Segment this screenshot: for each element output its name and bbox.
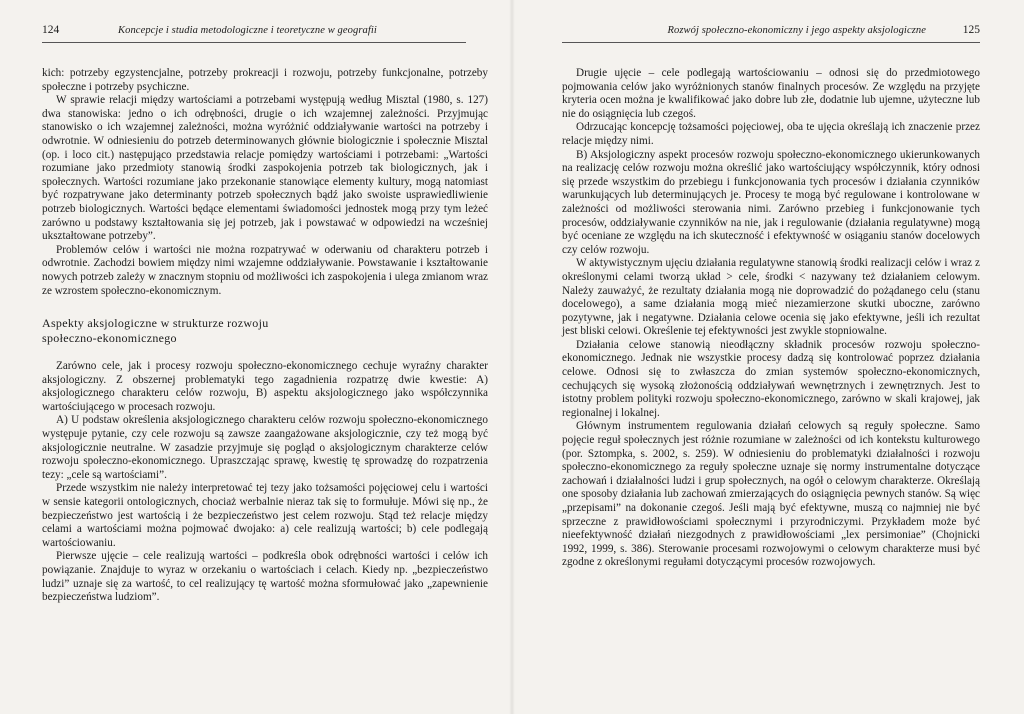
paragraph: A) U podstaw określenia aksjologicznego charakteru celów rozwoju społeczno-ekonomicznego występuje pytanie, czy cele rozwoju są zawsze zaangażowane aksjologicznie, czy też mogą być aksjologicznie neutralne. W zasadzie przyjmuje się pogląd o aksjologicznym charakterze celów rozwoju społeczno-ekonomicznego. Upraszczając sprawę, kwestię tę sprowadzę do rozpatrzenia tezy: „cele są wartościami”.: [42, 414, 488, 481]
left-running-head: [42, 20, 466, 43]
left-running-head-title: Koncepcje i studia metodologiczne i teoretyczne w geografii: [118, 25, 377, 36]
paragraph: Odrzucając koncepcję tożsamości pojęciowej, oba te ujęcia określają ich znaczenie przez relacje między nimi.: [562, 121, 980, 147]
right-running-head: [562, 20, 980, 43]
paragraph: Przede wszystkim nie należy interpretować tej tezy jako tożsamości pojęciowej celu i wartości w sensie kategorii ontologicznych, chociaż werbalnie nieraz tak się to formułuje. Mówi się np., że bezpieczeństwo jest wartością i że bezpieczeństwo jest celem rozwoju. Stąd też relacje między celami a wartościami można pojmować dwojako: a) cele realizują wartości; b) cele podlegają wartościowaniu.: [42, 482, 488, 549]
paragraph: Drugie ujęcie – cele podlegają wartościowaniu – odnosi się do przedmiotowego pojmowania celów jako wyróżnionych stanów finalnych procesów. Ze względu na przyjęte kryteria ocen można je kwalifikować jako dobre lub złe, dodatnie lub ujemne, użyteczne lub nie do osiągnięcia lub czegoś.: [562, 67, 980, 120]
right-page: [512, 0, 1024, 714]
paragraph: Zarówno cele, jak i procesy rozwoju społeczno-ekonomicznego cechuje wyraźny charakter aksjologiczny. Z obszernej problematyki tego zagadnienia rozpatrzę dwie kwestie: A) aksjologicznego charakteru celów rozwoju, B) aspektu aksjologicznego jako współczynnika wartościującego w procesach rozwoju.: [42, 360, 488, 413]
paragraph: B) Aksjologiczny aspekt procesów rozwoju społeczno-ekonomicznego ukierunkowanych na realizację celów rozwoju można określić jako wartościujący współczynnik, który odnosi się przede wszystkim do przebiegu i funkcjonowania tych procesów i działania czynników warunkujących lub determinujących je. Procesy te mogą być regulowane i kontrolowane w zależności od możliwości sterowania nimi. Zarówno przebieg i funkcjonowanie tych procesów, oddziaływanie czynników na nie, jak i regulowanie (działania regulatywne) mogą być oceniane ze względu na ich skuteczność i efektywność w osiąganiu stanów docelowych czy celów rozwoju.: [562, 148, 980, 256]
paragraph: Problemów celów i wartości nie można rozpatrywać w oderwaniu od charakteru potrzeb i odwrotnie. Zachodzi bowiem między nimi wzajemne oddziaływanie. Powstawanie i kształtowanie nowych potrzeb zależy w znacznym stopniu od możliwości ich zaspokojenia i ulega zmianom wraz ze wzrostem społeczno-ekonomicznym.: [42, 243, 488, 297]
paragraph: W aktywistycznym ujęciu działania regulatywne stanowią środki realizacji celów i wraz z określonymi celami tworzą układ > cele, środki < nazywany też działaniem celowym. Należy zauważyć, że rezultaty działania mogą nie doprowadzić do pożądanego celu (stanu docelowego), a same działania mogą mieć niezamierzone skutki uboczne, zarówno pozytywne, jak i negatywne. Działania celowe ocenia się jako efektywne, jeśli ich rezultat jest bliski celowi. Określenie tej efektywności jest zwykle stopniowalne.: [562, 257, 980, 338]
section-heading-line: Aspekty aksjologiczne w strukturze rozwoju: [42, 316, 269, 331]
paragraph: Pierwsze ujęcie – cele realizują wartości – podkreśla obok odrębności wartości i celów ich powiązanie. Znajduje to wyraz w orzekaniu o wartościach i celach. Kiedy np. „bezpieczeństwo ludzi” uznaje się za wartość, to cel realizujący tę wartość można sformułować jako „zapewnienie bezpieczeństwa ludziom”.: [42, 550, 488, 604]
left-page-body: [42, 67, 488, 605]
section-heading-line: społeczno-ekonomicznego: [42, 331, 177, 346]
paragraph: W sprawie relacji między wartościami a potrzebami występują według Misztal (1980, s. 127) dwa stanowiska: jedno o ich odrębności, drugie o ich wzajemnej zależności. Przyjmując stanowisko o ich wzajemnej zależności, można wyróżnić oddziaływanie wartości na potrzeby i odwrotnie. W odniesieniu do potrzeb determinowanych głównie biologicznie i społecznie Misztal (op. i loco cit.) następująco przedstawia relacje pomiędzy wartościami i potrzebami: „Wartości rozumiane jako przedmioty stanowią środki zaspokojenia potrzeb tak biologicznych, jak i społecznych. Wartości rozumiane jako przekonanie stanowiące elementy kultury, mogą natomiast być rozpatrywane jako determinanty potrzeb społecznych bądź jako swoiste usprawiedliwienie potrzeb biologicznych. Wartości będące elementami świadomości jednostek mogą przy tym leżeć zarówno u podstawy kształtowania się jej potrzeb, jak i powstawać w odpowiedzi na wcześniej ukształtowane potrzeby”.: [42, 94, 488, 243]
paragraph: Głównym instrumentem regulowania działań celowych są reguły społeczne. Samo pojęcie reguł społecznych jest różnie rozumiane w zależności od ich kontekstu kulturowego (por. Sztompka, s. 2002, s. 259). W odniesieniu do problematyki działalności i rozwoju społeczno-ekonomicznego za reguły społeczne uznaje się normy instrumentalne dotyczące zachowań i działalności ludzi i grup społecznych, na ogół o celowym charakterze. Określają one sposoby działania lub zachowań zmierzających do osiągnięcia pewnych stanów. Są więc „przepisami” na dokonanie czegoś. Jeśli mają być efektywne, muszą co najmniej nie być sprzeczne z prawidłowościami społecznymi i przyrodniczymi. Przykładem może być nieefektywność działań niezgodnych z prawidłowościami „lex persimoniae” (Chojnicki 1992, 1999, s. 386). Sterowanie procesami rozwojowymi o celowym charakterze musi być zgodne z określonymi regułami dotyczącymi procesów rozwojowych.: [562, 420, 980, 569]
right-page-number: 125: [962, 24, 980, 36]
right-page-body: [562, 67, 980, 570]
paragraph: kich: potrzeby egzystencjalne, potrzeby prokreacji i rozwoju, potrzeby funkcjonalne, potrzeby społeczne i potrzeby psychiczne.: [42, 67, 488, 93]
right-running-head-title: Rozwój społeczno-ekonomiczny i jego aspekty aksjologiczne: [667, 25, 926, 36]
paragraph: Działania celowe stanowią nieodłączny składnik procesów rozwoju społeczno-ekonomicznego. Jednak nie wszystkie procesy dadzą się kontrolować poprzez działania celowe. Odnosi się to zwłaszcza do zmian systemów społeczno-ekonomicznych, cechujących się wysoką złożonością oddziaływań wewnętrznych i zewnętrznych. Jest to istotny problem polityki rozwoju społeczno-ekonomicznego, zarówno w skali krajowej, jak regionalnej i lokalnej.: [562, 338, 980, 419]
left-page-number: 124: [42, 24, 60, 36]
section-heading: [42, 316, 488, 346]
